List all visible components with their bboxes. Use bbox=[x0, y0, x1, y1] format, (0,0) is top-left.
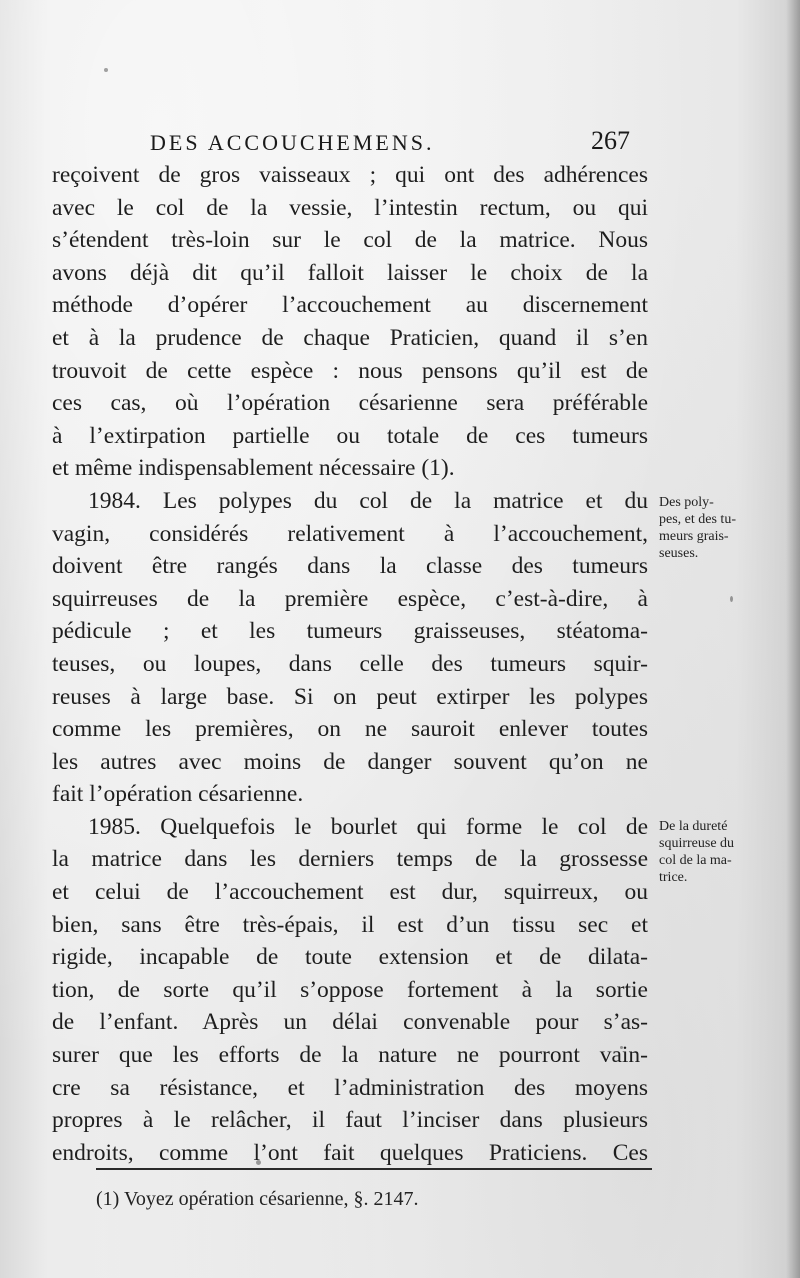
running-title: DES ACCOUCHEMENS. bbox=[150, 130, 435, 155]
text-line: avons déjà dit qu’il falloit laisser le choix de la bbox=[52, 259, 648, 286]
margin-note-line: col de la ma- bbox=[659, 853, 732, 868]
page-header bbox=[150, 124, 630, 164]
text-line: et à la prudence de chaque Praticien, quand il s’en bbox=[52, 324, 648, 351]
margin-note-durete bbox=[659, 818, 769, 886]
paper-speck bbox=[620, 1046, 623, 1049]
text-line: endroits, comme l’ont fait quelques Praticiens. Ces bbox=[52, 1139, 648, 1166]
margin-note-line: De la dureté bbox=[659, 819, 728, 834]
text-line: trouvoit de cette espèce : nous pensons qu’il est de bbox=[52, 357, 648, 384]
text-line: squirreuses de la première espèce, c’est-à-dire, à bbox=[52, 585, 648, 612]
text-line: fait l’opération césarienne. bbox=[52, 781, 304, 808]
margin-note-line: Des poly- bbox=[659, 495, 714, 510]
margin-note-line: meurs grais- bbox=[659, 529, 729, 544]
text-line: bien, sans être très-épais, il est d’un tissu sec et bbox=[52, 911, 648, 938]
paper-speck bbox=[256, 1160, 261, 1165]
text-line: méthode d’opérer l’accouchement au discernement bbox=[52, 292, 648, 319]
text-line: avec le col de la vessie, l’intestin rectum, ou qui bbox=[52, 194, 648, 221]
text-line: pédicule ; et les tumeurs graisseuses, stéatoma- bbox=[52, 618, 648, 645]
page-edge-shadow bbox=[786, 0, 800, 1278]
text-line: rigide, incapable de toute extension et de dilata- bbox=[52, 944, 648, 971]
margin-note-line: squirreuse du bbox=[659, 836, 735, 851]
text-line: de l’enfant. Après un délai convenable pour s’as- bbox=[52, 1009, 648, 1036]
text-line: propres à le relâcher, il faut l’inciser dans plusieurs bbox=[52, 1107, 648, 1134]
footnote-rule bbox=[96, 1168, 652, 1170]
margin-note-line: seuses. bbox=[659, 546, 699, 561]
text-line: ces cas, où l’opération césarienne sera préférable bbox=[52, 390, 648, 417]
text-line: reuses à large base. Si on peut extirper les polypes bbox=[52, 683, 648, 710]
text-line: comme les premières, on ne sauroit enlever toutes bbox=[52, 716, 648, 743]
text-line: doivent être rangés dans la classe des tumeurs bbox=[52, 553, 648, 580]
margin-note-line: trice. bbox=[659, 870, 688, 885]
text-line: reçoivent de gros vaisseaux ; qui ont des adhérences bbox=[52, 162, 648, 188]
paragraph-start-1985: 1985. Quelquefois le bourlet qui forme le col de bbox=[88, 813, 648, 840]
text-line: la matrice dans les derniers temps de la grossesse bbox=[52, 846, 648, 873]
footnote: (1) Voyez opération césarienne, §. 2147. bbox=[96, 1188, 419, 1210]
margin-note-polypes bbox=[659, 494, 769, 562]
text-line: à l’extirpation partielle ou totale de ces tumeurs bbox=[52, 422, 648, 449]
paper-speck bbox=[730, 596, 733, 602]
text-line: teuses, ou loupes, dans celle des tumeurs squir- bbox=[52, 650, 648, 677]
text-line: les autres avec moins de danger souvent qu’on ne bbox=[52, 748, 648, 775]
text-line: vagin, considérés relativement à l’accouchement, bbox=[52, 520, 648, 547]
text-line: cre sa résistance, et l’administration des moyens bbox=[52, 1074, 648, 1101]
body-text bbox=[52, 159, 648, 1169]
text-line: s’étendent très-loin sur le col de la matrice. Nous bbox=[52, 227, 648, 254]
text-line: et celui de l’accouchement est dur, squirreux, ou bbox=[52, 879, 648, 906]
text-line: et même indispensablement nécessaire (1). bbox=[52, 455, 455, 482]
text-line: surer que les efforts de la nature ne pourront vain- bbox=[52, 1042, 648, 1069]
margin-note-line: pes, et des tu- bbox=[659, 512, 736, 527]
page-number: 267 bbox=[591, 126, 630, 155]
paper-speck bbox=[104, 68, 108, 72]
paragraph-start-1984: 1984. Les polypes du col de la matrice et du bbox=[88, 487, 648, 514]
text-line: tion, de sorte qu’il s’oppose fortement à la sortie bbox=[52, 976, 648, 1003]
